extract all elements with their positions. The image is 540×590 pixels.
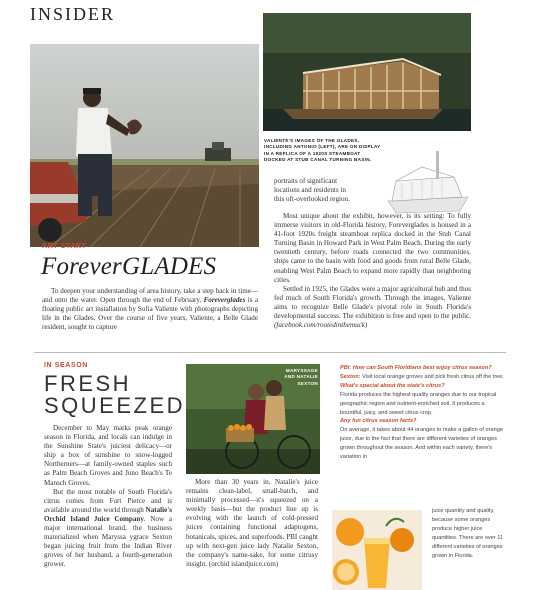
qa-item [340, 364, 506, 382]
art-intro-lead: To deepen your understanding of area history, take a step back in time—and onto the water. Open through the end of February, [42, 287, 258, 305]
juice-paragraph-2 [44, 488, 172, 570]
juice-p2-rest: . Now a major international brand, the business materialized when Maryssa ygrace Sexton began juicing fruit from the Indian River groves of her husband, a fourth-generation grower. [44, 514, 172, 569]
qa-answer: On average, it takes about 44 oranges to make a gallon of orange juice, due to the fact that there are different varieties of oranges grown throughout the season. And within each variety, there's variation in [340, 427, 503, 461]
juice-paragraph-1: December to May marks peak orange season in Florida, and locals can indulge in the Sunshine State's juiciest delicacy—or ship a box of sunshine to snow-logged Northerners—at family-owned staples such as Palm Beach Groves and Juno Beach's Te Mansch Groves. [44, 424, 172, 487]
juice-company-name: Natalie's Orchid Island Juice Company [44, 505, 172, 523]
art-title: ForeverGLADES [41, 253, 217, 280]
art-kicker: ART START [42, 243, 87, 250]
juice-title-line1: FRESH [44, 371, 132, 396]
qa-item [340, 417, 506, 462]
juice-paragraph-3: More than 30 years in, Natalie's juice remains clean-label, small-batch, and minimally processed—it's squeezed on a weekly basis—but the product line up is evolving with the launch of cold-pressed juices containing functional adaptogens, botanicals, spices, and superfoods. PBI caught up with next-gen juice lady Natalie Sexton, the company's name-sake, for some citrusy insight. (orchid islandjuice.com) [186, 478, 318, 568]
qa-answer: Florida produces the highest quality oranges due to our tropical geographic region and nutrient-enriched soil. It produces a bountiful, juicy, and sweet citrus crop. [340, 391, 497, 416]
juice-kicker: IN SEASON [44, 362, 88, 369]
art-col1-body [42, 287, 258, 332]
photo-steamboat [263, 13, 471, 131]
art-col2-closing [274, 285, 471, 330]
art-photo-caption: VALIENTE'S IMAGES OF THE GLADES, INCLUDING ANTONIO (LEFT), ARE ON DISPLAY IN A REPLICA OF A 1920S STEAMBOAT DOCKED AT STUB CANAL TURNING BASIN. [264, 138, 381, 163]
steamboat-rendering [382, 141, 474, 223]
art-facebook-link[interactable]: (facebook.com/rootedinthemuck) [274, 321, 368, 330]
art-col2-body [274, 212, 471, 330]
art-col2-closing-text: Settled in 1925, the Glades were a major agricultural hub and thus fed much of South Florida's growth. Through the images, Valiente aims to recognize Belle Glade's pivotal role in South Florida's developmental success. The exhibition is free and open to the public. [274, 284, 471, 321]
juice-col1-body [44, 424, 172, 570]
section-header: INSIDER [30, 4, 115, 24]
qa-continued: juice quantity and quality, because some oranges produce higher juice quantities. There are over 11 different varieties of oranges grown in Florida. [432, 508, 504, 559]
juice-photo-credit: MARYSSAGE AND NATALIE SEXTON [284, 368, 318, 386]
photo-orange-juice [332, 510, 422, 590]
qa-item [340, 382, 506, 418]
photo-farmer-field [30, 44, 259, 247]
juice-title-line2: SQUEEZED [44, 393, 186, 418]
art-col2-intro: portraits of significant locations and residents in this oft-overlooked region. [274, 177, 350, 204]
art-col2-paragraph: Most unique about the exhibit, however, is its setting: To fully immerse visitors in old-Florida history, Foreverglades is housed in a 41-foot 1920s freight steamboat replica docked in the Stub Canal Turning Basin in Howard Park in West Palm Beach. During the early twentieth century, before roads connected the two communities, ships came to the basin with food and goods from rural Belle Glade, enabling West Palm Beach to expand more rapidly than neighboring cities. [274, 212, 471, 284]
qa-question: What's special about the state's citrus? [340, 382, 445, 389]
qa-question: PBI: How can South Floridians best enjoy citrus season? [340, 365, 492, 371]
art-intro-paragraph [42, 287, 258, 332]
qa-question: Any fun citrus season facts? [340, 418, 417, 425]
qa-answer: Visit local orange groves and pick fresh citrus off the tree. [360, 373, 504, 380]
juice-qa [340, 364, 506, 462]
juice-p2-lead: But the most notable of South Florida's citrus comes from Fort Pierce and is available around the world through [44, 487, 172, 514]
qa-answer-label: Sexton: [340, 373, 361, 380]
section-divider [34, 352, 506, 353]
juice-col2-body [186, 478, 318, 569]
art-intro-rest: is a floating public art installation by Sofia Valiente with photographs depicting life in the Glades. Over the course of five years, Valiente, a Belle Glade resident, sought to capture [42, 296, 258, 332]
art-intro-em: Foreverglades [203, 296, 246, 305]
